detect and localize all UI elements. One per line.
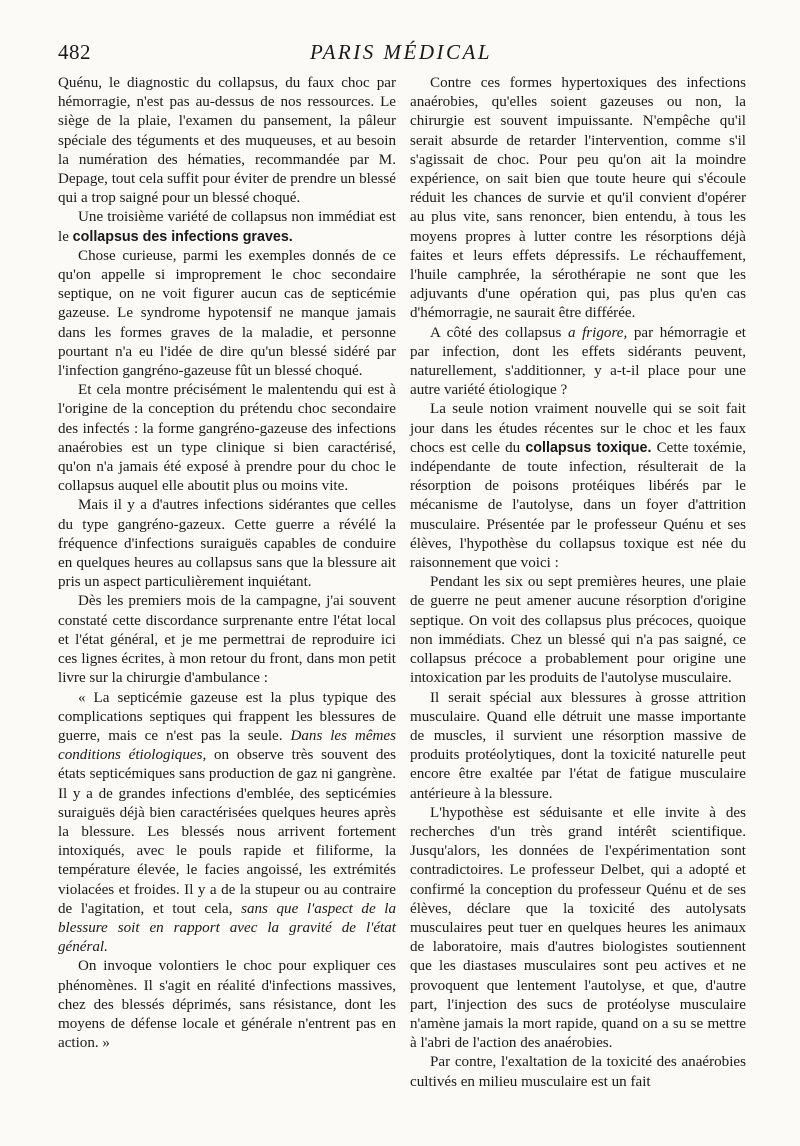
text-run: Cette toxémie, indépendante de toute infection, résulterait de la résorption de poisons protéiques libérés par le mécanisme de l'autolyse, dans un foyer d'attrition musculaire. Présentée par le professeur Quénu et ses élèves, l'hypothèse du collapsus toxique est née du raisonnement que voici : xyxy=(410,439,746,572)
italic-text: sans que l'aspect de la blessure soit en rapport avec la gravité de l'état général. xyxy=(58,900,396,956)
paragraph xyxy=(410,689,746,804)
paragraph xyxy=(58,496,396,592)
paragraph xyxy=(410,400,746,573)
text-run: Par contre, l'exaltation de la toxicité des anaérobies cultivés en milieu musculaire est un fait xyxy=(410,1054,746,1090)
paragraph xyxy=(58,957,396,1053)
left-text-column xyxy=(58,74,396,1053)
text-run: Dès les premiers mois de la campagne, j'ai souvent constaté cette discordance surprenante entre l'état local et l'état général, et je me permettrai de reproduire ici ces lignes écrites, à mon retour du front, dans mon petit livre sur la chirurgie d'ambulance : xyxy=(58,593,396,687)
text-run: Une troisième variété de collapsus non immédiat est le xyxy=(58,209,396,245)
paragraph xyxy=(410,324,746,401)
italic-text: Dans les mêmes conditions étiologiques, xyxy=(58,727,396,764)
paragraph xyxy=(410,573,746,688)
paragraph xyxy=(58,208,396,246)
paragraph xyxy=(58,592,396,688)
paragraph xyxy=(410,1053,746,1091)
text-run: Chose curieuse, parmi les exemples donnés de ce qu'on appelle si improprement le choc secondaire septique, on ne voit figurer aucun cas de septicémie gazeuse. Le syndrome hypotensif ne manque jamais dans les formes graves de la maladie, et personne pourtant n'a eu l'idée de dire qu'un blessé sidéré par l'infection gangréno-gazeuse fût un blessé choqué. xyxy=(58,247,396,380)
text-run: On invoque volontiers le choc pour expliquer ces phénomènes. Il s'agit en réalité d'infections massives, chez des blessés déprimés, sans résistance, dont les moyens de défense locale et générale n'entrent pas en action. » xyxy=(58,958,396,1052)
right-text-column xyxy=(410,74,746,1092)
text-run: on observe très souvent des états septicémiques sans production de gaz ni gangrène. Il y a de grandes infections d'emblée, des septicémies suraiguës déjà bien caractérisées quelques heures après la blessure. Les blessés nous arrivent fortement intoxiqués, avec le pouls rapide et filiforme, la température élevée, le facies angoissé, les extrémités violacées et froides. Il y a de la stupeur ou au contraire de l'agitation, et tout cela, xyxy=(58,747,396,917)
paragraph xyxy=(58,74,396,208)
text-run: par hémorragie et par infection, dont les effets sidérants peuvent, naturellement, s'additionner, y a-t-il place pour une autre variété étiologique ? xyxy=(410,324,746,399)
text-run: Pendant les six ou sept premières heures, une plaie de guerre ne peut amener aucune résorption d'origine septique. On voit des collapsus plus précoces, quoique non immédiats. Chez un blessé qui n'a pas saigné, ce collapsus précoce a probablement pour origine une intoxication par les produits de l'autolyse musculaire. xyxy=(410,574,746,687)
paragraph xyxy=(410,74,746,324)
text-run: Et cela montre précisément le malentendu qui est à l'origine de la conception du prétendu choc secondaire des infectés : la forme gangréno-gazeuse des infections anaérobies est un type clinique si bien caractérisé, qu'on n'a jamais été exposé à prendre pour du choc le collapsus auquel elle aboutit plus ou moins vite. xyxy=(58,382,396,495)
page-header xyxy=(58,40,744,74)
paragraph xyxy=(58,689,396,958)
text-run: Quénu, le diagnostic du collapsus, du faux choc par hémorragie, n'est pas au-dessus de nos ressources. Le siège de la plaie, l'examen du pansement, la pâleur spéciale des téguments et des muqueuses, et au besoin la numération des hématies, recommandée par M. Depage, tout cela suffit pour éviter de prendre un blessé qui a trop saigné pour un blessé choqué. xyxy=(58,75,396,207)
text-run: A côté des collapsus xyxy=(430,324,568,341)
italic-text: a frigore, xyxy=(567,324,628,341)
paragraph xyxy=(410,804,746,1054)
text-run: Contre ces formes hypertoxiques des infections anaérobies, qu'elles soient gazeuses ou non, la chirurgie est souvent impuissante. N'empêche qu'il serait absurde de retarder l'intervention, comme s'il s'agissait de choc. Pour peu qu'on ait la moindre expérience, on sait bien que toute heure qui s'écoule réduit les chances de survie et qu'il convient d'opérer au plus vite, sans renoncer, bien entendu, à tous les moyens propres à lutter contre les résorptions déjà faites et leurs effets dépressifs. Le réchauffement, l'huile camphrée, la sérothérapie ne sont que les adjuvants d'une opération qui, pas plus qu'en cas d'hémorragie, ne saurait être différée. xyxy=(410,75,746,322)
text-run: Mais il y a d'autres infections sidérantes que celles du type gangréno-gazeux. Cette guerre a révélé la fréquence d'infections suraiguës capables de conduire en quelques heures au collapsus sans que la blessure ait pris un aspect particulièrement inquiétant. xyxy=(58,497,396,591)
text-run: La seule notion vraiment nouvelle qui se soit fait jour dans les études récentes sur le choc et les faux chocs est celle du xyxy=(410,401,746,456)
bold-term: collapsus toxique. xyxy=(525,439,652,456)
bold-term: collapsus des infections graves. xyxy=(72,228,293,245)
text-run: Il serait spécial aux blessures à grosse attrition musculaire. Quand elle détruit une masse importante de muscles, il survient une résorption massive de produits protéolytiques, dont la toxicité naturelle peut encore être exaltée par l'état de fatigue musculaire antérieure à la blessure. xyxy=(410,689,746,802)
paragraph xyxy=(58,381,396,496)
text-run: « La septicémie gazeuse est la plus typique des complications septiques qui frappent les blessures de guerre, mais ce n'est pas la seule. xyxy=(58,689,396,744)
text-run: L'hypothèse est séduisante et elle invite à des recherches d'un très grand intérêt scientifique. Jusqu'alors, les données de l'expérimentation sont contradictoires. Le professeur Delbet, qui a adopté et confirmé la conception du professeur Quénu et de ses élèves, déclare que la toxicité des autolysats musculaires peut tuer en quelques heures les animaux de laboratoire, mais d'autres biologistes soutiennent que les diastases musculaires sont peu actives et ne provoquent que lentement l'autolyse, et que, d'autre part, l'injection des sucs de protéolyse musculaire n'amène jamais la mort rapide, quand on a su se mettre à l'abri de l'action des anaérobies. xyxy=(410,804,746,1052)
journal-title: PARIS MÉDICAL xyxy=(309,40,492,64)
page-number: 482 xyxy=(58,40,91,64)
paragraph xyxy=(58,247,396,381)
